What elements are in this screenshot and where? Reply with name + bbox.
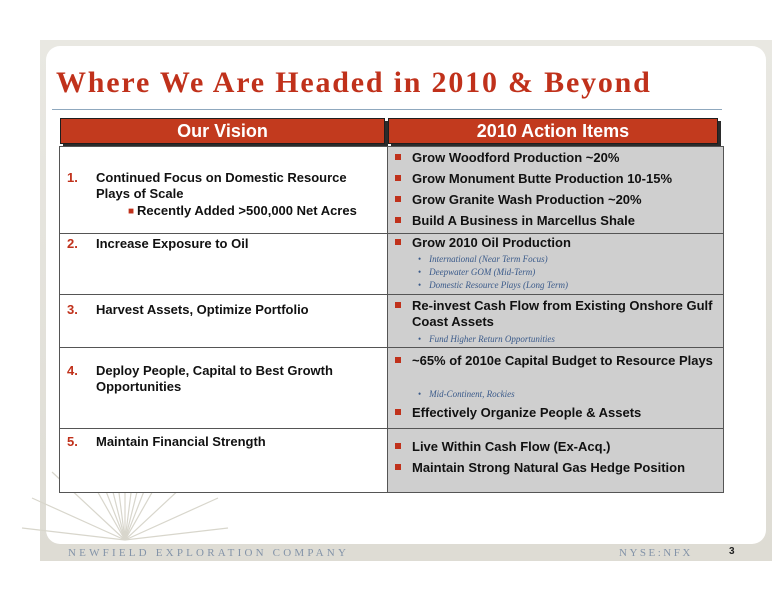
row-divider xyxy=(59,428,724,429)
action-subitem: • Fund Higher Return Opportunities xyxy=(418,334,555,344)
title-divider xyxy=(52,109,722,110)
row-divider xyxy=(59,347,724,348)
header-our-vision: Our Vision xyxy=(60,118,385,144)
square-bullet-icon xyxy=(395,239,401,245)
square-bullet-icon xyxy=(395,464,401,470)
square-bullet-icon xyxy=(395,175,401,181)
footer-company-name: NEWFIELD EXPLORATION COMPANY xyxy=(68,547,350,559)
dot-bullet-icon: • xyxy=(418,389,422,399)
action-subitem: • International (Near Term Focus) xyxy=(418,254,548,264)
square-bullet-icon xyxy=(395,409,401,415)
footer-ticker: NYSE:NFX xyxy=(619,547,693,559)
action-item: Maintain Strong Natural Gas Hedge Position xyxy=(394,460,716,476)
square-bullet-icon xyxy=(395,154,401,160)
action-subitem: • Mid-Continent, Rockies xyxy=(418,389,515,399)
square-bullet-icon: ■ xyxy=(128,206,135,217)
vision-number: 3. xyxy=(67,302,78,317)
action-item: ~65% of 2010e Capital Budget to Resource Plays xyxy=(394,353,716,369)
row-divider xyxy=(59,294,724,295)
page-number: 3 xyxy=(729,546,735,557)
dot-bullet-icon: • xyxy=(418,267,422,277)
action-item: Build A Business in Marcellus Shale xyxy=(394,213,716,229)
action-item: Grow 2010 Oil Production xyxy=(394,235,716,251)
vision-item-domestic-resource: Continued Focus on Domestic Resource Plays of Scale xyxy=(96,170,347,201)
square-bullet-icon xyxy=(395,443,401,449)
vision-number: 1. xyxy=(67,170,78,185)
dot-bullet-icon: • xyxy=(418,254,422,264)
action-item: Live Within Cash Flow (Ex-Acq.) xyxy=(394,439,716,455)
slide-title: Where We Are Headed in 2010 & Beyond xyxy=(56,66,652,99)
action-item: Re-invest Cash Flow from Existing Onshore Gulf Coast Assets xyxy=(394,298,716,330)
square-bullet-icon xyxy=(395,217,401,223)
row-divider xyxy=(59,233,724,234)
action-item: Grow Woodford Production ~20% xyxy=(394,150,716,166)
vision-item-oil-exposure: Increase Exposure to Oil xyxy=(96,236,249,251)
dot-bullet-icon: • xyxy=(418,334,422,344)
action-item: Effectively Organize People & Assets xyxy=(394,405,716,421)
square-bullet-icon xyxy=(395,357,401,363)
dot-bullet-icon: • xyxy=(418,280,422,290)
vision-number: 2. xyxy=(67,236,78,251)
action-subitem: • Deepwater GOM (Mid-Term) xyxy=(418,267,536,277)
vision-number: 4. xyxy=(67,363,78,378)
header-action-items: 2010 Action Items xyxy=(388,118,718,144)
vision-item-deploy-people: Deploy People, Capital to Best Growth Opportunities xyxy=(96,363,333,394)
square-bullet-icon xyxy=(395,302,401,308)
action-subitem: • Domestic Resource Plays (Long Term) xyxy=(418,280,568,290)
vision-subitem-net-acres: ■ Recently Added >500,000 Net Acres xyxy=(128,203,357,218)
square-bullet-icon xyxy=(395,196,401,202)
vision-item-harvest-assets: Harvest Assets, Optimize Portfolio xyxy=(96,302,309,317)
action-item: Grow Granite Wash Production ~20% xyxy=(394,192,716,208)
action-item: Grow Monument Butte Production 10-15% xyxy=(394,171,716,187)
vision-item-financial-strength: Maintain Financial Strength xyxy=(96,434,266,449)
vision-number: 5. xyxy=(67,434,78,449)
